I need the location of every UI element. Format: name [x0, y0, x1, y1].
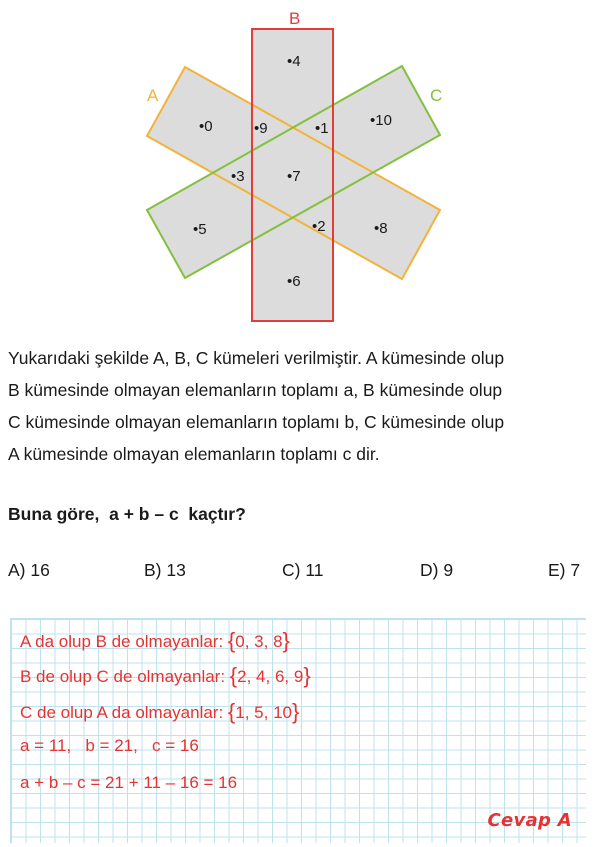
- problem-line: A kümesinde olmayan elemanların toplamı c dir.: [8, 444, 380, 464]
- element-6: •6: [287, 273, 301, 290]
- question: Buna göre, a + b – c kaçtır?: [8, 504, 246, 524]
- option-d[interactable]: D) 9: [420, 560, 454, 580]
- solution-line-4: a = 11, b = 21, c = 16: [20, 736, 199, 755]
- problem-statement: [8, 342, 593, 470]
- solution-line-5: a + b – c = 21 + 11 – 16 = 16: [20, 773, 238, 792]
- element-5: •5: [193, 221, 207, 238]
- element-10: •10: [370, 112, 392, 129]
- option-b[interactable]: B) 13: [144, 560, 186, 580]
- element-1: •1: [315, 120, 329, 137]
- problem-line: Yukarıdaki şekilde A, B, C kümeleri verilmiştir. A kümesinde olup: [8, 348, 505, 368]
- solution-line-1: A da olup B de olmayanlar: {0, 3, 8}: [20, 628, 290, 653]
- set-label-c: C: [430, 86, 443, 105]
- answer-label: Cevap A: [487, 810, 572, 831]
- set-label-b: B: [289, 9, 301, 28]
- option-a[interactable]: A) 16: [8, 560, 50, 580]
- element-9: •9: [254, 120, 268, 137]
- element-0: •0: [199, 118, 213, 135]
- set-label-a: A: [147, 86, 159, 105]
- element-4: •4: [287, 53, 301, 70]
- option-c[interactable]: C) 11: [282, 560, 324, 580]
- venn-figure: [0, 0, 597, 335]
- problem-line: B kümesinde olmayan elemanların toplamı a, B kümesinde olup: [8, 380, 503, 400]
- solution-line-3: C de olup A da olmayanlar: {1, 5, 10}: [20, 699, 300, 724]
- option-e[interactable]: E) 7: [548, 560, 581, 580]
- element-2: •2: [312, 218, 326, 235]
- element-8: •8: [374, 220, 388, 237]
- solution-box: [10, 618, 586, 843]
- element-3: •3: [231, 168, 245, 185]
- element-7: •7: [287, 168, 301, 185]
- problem-line: C kümesinde olmayan elemanların toplamı b, C kümesinde olup: [8, 412, 505, 432]
- solution-line-2: B de olup C de olmayanlar: {2, 4, 6, 9}: [20, 663, 311, 688]
